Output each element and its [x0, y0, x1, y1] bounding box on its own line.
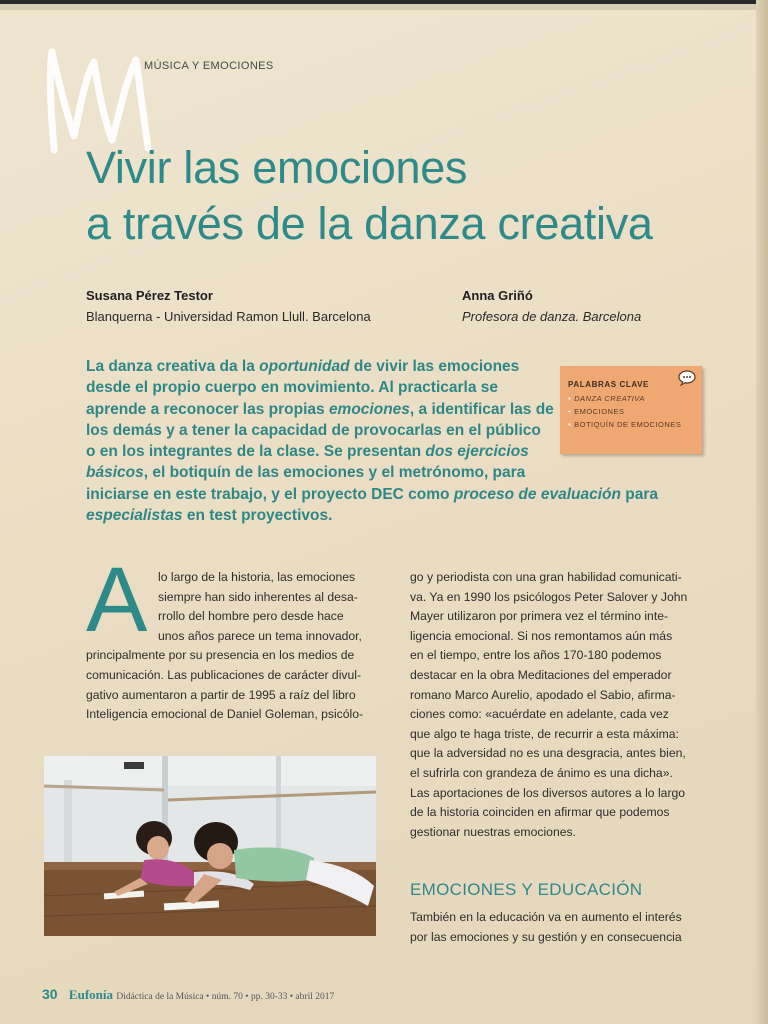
body-line: que algo te haga triste, de recurrir a esta máxima:: [410, 726, 679, 741]
body-line: ligencia emocional. Si nos remontamos aún más: [410, 628, 673, 643]
body-line: ciones como: «acuérdate en adelante, cada vez: [410, 707, 669, 722]
abstract-line: aprende a reconocer las propias emociones, a identificar las de: [86, 400, 554, 418]
title-line-2: a través de la danza creativa: [86, 198, 653, 249]
abstract-line: especialistas en test proyectivos.: [86, 507, 333, 525]
body-line: Las aportaciones de los diversos autores a lo largo: [410, 785, 686, 800]
body-line: destacar en la obra Meditaciones del emperador: [410, 667, 672, 682]
body-column-2-continued: [410, 908, 730, 947]
body-line: unos años parece un tema innovador,: [158, 628, 362, 643]
body-line: romano Marco Aurelio, apodado el Sabio, afirma-: [410, 687, 676, 702]
speech-bubble-icon: [678, 370, 696, 386]
body-line: go y periodista con una gran habilidad comunicati-: [410, 570, 682, 584]
body-line: en el tiempo, entre los años 170-180 podemos: [410, 648, 662, 663]
body-line: principalmente por su presencia en los medios de: [86, 648, 355, 663]
author-2-name: Anna Griñó: [462, 288, 533, 303]
body-line: por las emociones y su gestión y en consecuencia: [410, 929, 682, 944]
page-number: 30: [42, 986, 58, 1002]
abstract-line: o en los integrantes de la clase. Se presentan dos ejercicios: [86, 443, 529, 461]
body-line: de la historia coinciden en afirmar que podemos: [410, 805, 670, 820]
magazine-name: Eufonía: [68, 987, 113, 1002]
title-line-1: Vivir las emociones: [86, 142, 468, 193]
author-2: [462, 285, 641, 327]
body-line: comunicación. Las publicaciones de carácter divul-: [86, 667, 362, 682]
body-line: Mayer utilizaron por primera vez el término inte-: [410, 609, 669, 624]
body-line: siempre han sido inherentes al desa-: [158, 589, 358, 604]
keyword-item: • EMOCIONES: [568, 407, 625, 416]
abstract-line: La danza creativa da la oportunidad de vivir las emociones: [86, 358, 520, 375]
scan-edge-right: [756, 0, 768, 1024]
section-heading: EMOCIONES Y EDUCACIÓN: [410, 880, 643, 899]
author-1-affiliation: Blanquerna - Universidad Ramon Llull. Barcelona: [86, 309, 371, 324]
keywords-box: [560, 366, 702, 454]
keywords-title: PALABRAS CLAVE: [568, 380, 649, 389]
abstract-line: los demás y a tener la capacidad de provocarlas en el público: [86, 421, 541, 439]
page-footer: [42, 986, 334, 1003]
body-line: rrollo del hombre pero desde hace: [158, 609, 344, 624]
abstract-line: básicos, el botiquín de las emociones y el metrónomo, para: [86, 464, 526, 482]
author-1: [86, 285, 371, 327]
issue-details: Didáctica de la Música • núm. 70 • pp. 30-33 • abril 2017: [116, 992, 335, 1002]
body-line: gativo aumentaron a partir de 1995 a raíz del libro: [86, 687, 356, 702]
body-line: gestionar nuestras emociones.: [410, 824, 576, 839]
body-column-1: [86, 568, 378, 725]
scan-edge-top-light: [0, 4, 768, 10]
abstract-line: iniciarse en este trabajo, y el proyecto DEC como proceso de evaluación para: [86, 485, 659, 503]
dance-class-photo: [44, 756, 376, 936]
keyword-item: • BOTIQUÍN DE EMOCIONES: [568, 420, 682, 429]
body-line: También en la educación va en aumento el interés: [410, 910, 682, 924]
author-1-name: Susana Pérez Testor: [86, 288, 213, 303]
abstract-line: desde el propio cuerpo en movimiento. Al practicarla se: [86, 379, 499, 397]
article-title: [86, 140, 746, 252]
body-line: lo largo de la historia, las emociones: [158, 570, 356, 584]
body-line: Inteligencia emocional de Daniel Goleman, psicólo-: [86, 707, 364, 722]
drop-cap: A: [86, 549, 148, 651]
body-column-2: [410, 568, 730, 842]
keyword-item: • DANZA CREATIVA: [568, 394, 645, 403]
body-line: el sufrirla con grandeza de ánimo es una dicha».: [410, 765, 673, 780]
body-line: va. Ya en 1990 los psicólogos Peter Salover y John: [410, 589, 688, 604]
keywords-list: [568, 392, 694, 431]
author-2-affiliation: Profesora de danza. Barcelona: [462, 309, 642, 324]
section-label: MÚSICA Y EMOCIONES: [144, 60, 274, 72]
body-line: que la adversidad no es una desgracia, antes bien,: [410, 746, 686, 761]
